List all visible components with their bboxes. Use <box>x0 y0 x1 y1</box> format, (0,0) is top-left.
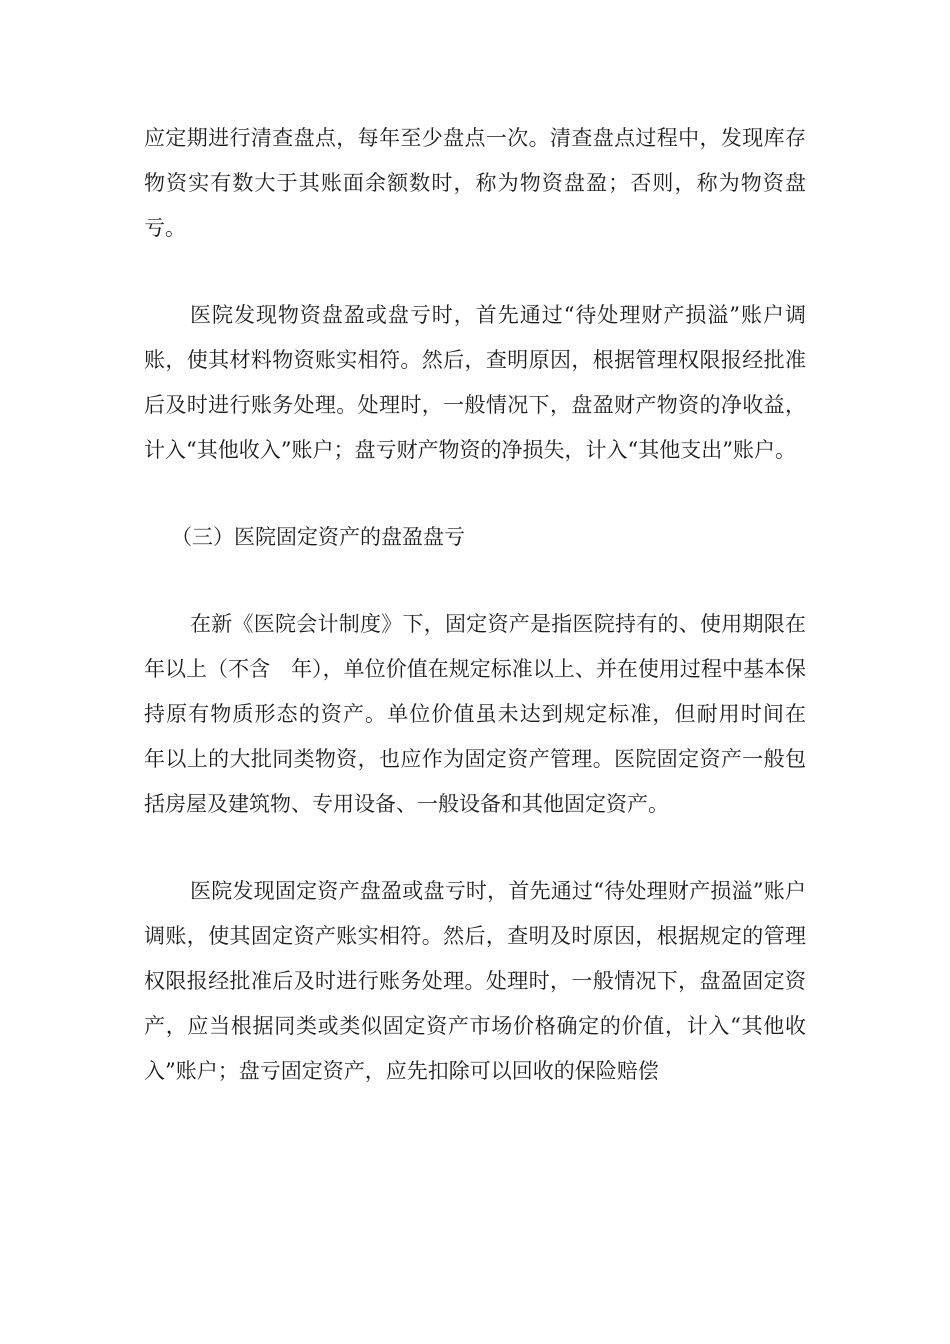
paragraph-fixed-asset-surplus-deficit: 医院发现固定资产盘盈或盘亏时，首先通过“待处理财产损溢”账户调账，使其固定资产账实相符。然后，查明及时原因，根据规定的管理权限报经批准后及时进行账务处理。处理时，一般情况下，盘盈固定资产，应当根据同类或类似固定资产市场价格确定的价值，计入“其他收入”账户；盘亏固定资产，应先扣除可以回收的保险赔偿 <box>144 879 806 1083</box>
paragraph-fixed-asset-definition: 在新《医院会计制度》下，固定资产是指医院持有的、使用期限在 年以上（不含 年），单位价值在规定标准以上、并在使用过程中基本保持原有物质形态的资产。单位价值虽未达到规定标准，但耐用时间在 年以上的大批同类物资，也应作为固定资产管理。医院固定资产一般包括房屋及建筑物、专用设备、一般设备和其他固定资产。 <box>144 612 827 816</box>
document-body <box>144 116 827 1136</box>
section-heading-fixed-assets: （三）医院固定资产的盘盈盘亏 <box>171 525 465 549</box>
paragraph-inventory-count: 应定期进行清查盘点，每年至少盘点一次。清查盘点过程中，发现库存物资实有数大于其账面余额数时，称为物资盘盈；否则，称为物资盘亏。 <box>144 126 806 240</box>
paragraph-material-surplus-deficit: 医院发现物资盘盈或盘亏时，首先通过“待处理财产损溢”账户调账，使其材料物资账实相符。然后，查明原因，根据管理权限报经批准后及时进行账务处理。处理时，一般情况下，盘盈财产物资的净收益，计入“其他收入”账户；盘亏财产物资的净损失，计入“其他支出”账户。 <box>144 303 806 462</box>
